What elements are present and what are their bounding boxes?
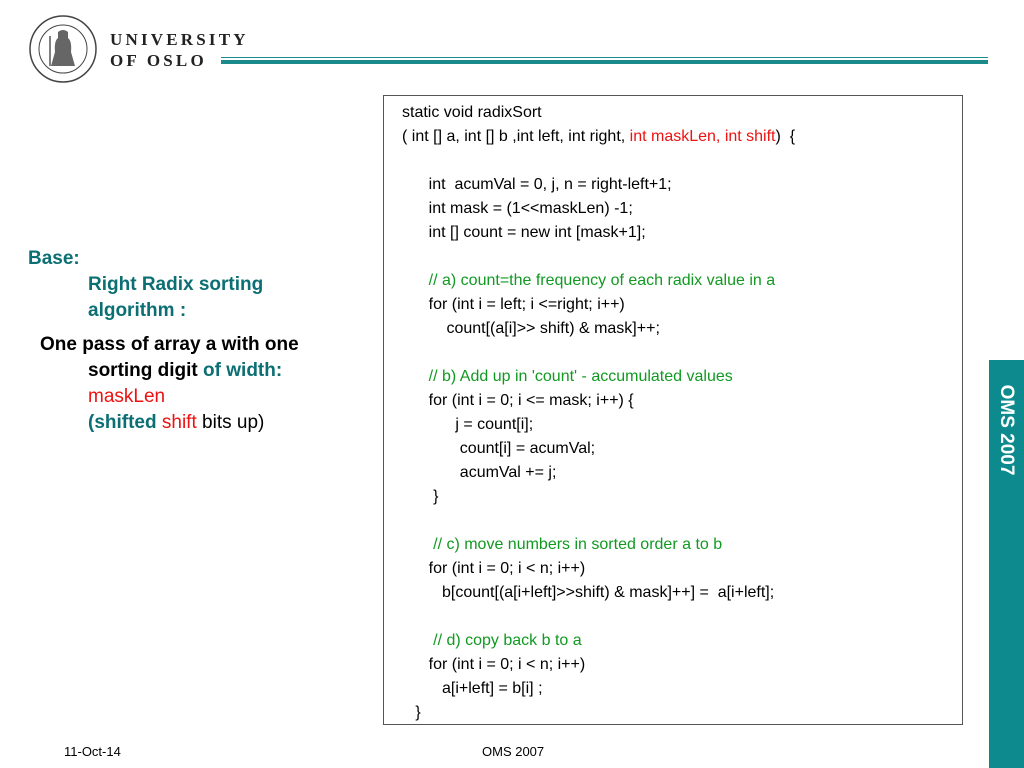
- algorithm-line1: Right Radix sorting: [88, 274, 264, 295]
- code-comment: // d) copy back b to a: [402, 632, 582, 649]
- sidebar-label: OMS 2007: [996, 384, 1017, 476]
- code-line: static void radixSort: [402, 104, 542, 121]
- header-rule-thick: [221, 60, 988, 64]
- code-block: [402, 101, 795, 725]
- shifted-line: [28, 410, 368, 436]
- header-rule-thin: [221, 57, 988, 58]
- code-line: a[i+left] = b[i] ;: [402, 680, 543, 697]
- shifted-text: (shifted: [88, 412, 157, 433]
- signature-params: ( int [] a, int [] b ,int left, int right,: [402, 128, 630, 145]
- of-width-text: of width:: [203, 360, 283, 381]
- pass-line1: One pass of array a with one: [40, 334, 299, 355]
- code-line: count[(a[i]>> shift) & mask]++;: [402, 320, 660, 337]
- blank-line: [402, 149, 795, 173]
- code-line: int [] count = new int [mask+1];: [402, 224, 646, 241]
- code-line: b[count[(a[i+left]>>shift) & mask]++] = a[i+left];: [402, 584, 775, 601]
- bits-up-text: bits up): [202, 412, 265, 433]
- code-comment: // c) move numbers in sorted order a to b: [402, 536, 723, 553]
- blank-line: [402, 341, 795, 365]
- blank-line: [402, 245, 795, 269]
- code-comment: // a) count=the frequency of each radix value in a: [402, 272, 776, 289]
- university-seal-icon: [28, 14, 98, 84]
- masklen-text: maskLen: [88, 386, 166, 407]
- code-line: acumVal += j;: [402, 464, 557, 481]
- code-line: for (int i = left; i <=right; i++): [402, 296, 625, 313]
- code-line: for (int i = 0; i < n; i++): [402, 656, 586, 673]
- code-comment: // b) Add up in 'count' - accumulated values: [402, 368, 733, 385]
- code-line-signature: [402, 125, 795, 149]
- pass-line2: [28, 358, 368, 384]
- blank-line: [402, 605, 795, 629]
- code-line: for (int i = 0; i <= mask; i++) {: [402, 392, 634, 409]
- code-line: int acumVal = 0, j, n = right-left+1;: [402, 176, 672, 193]
- base-label: Base:: [28, 248, 80, 269]
- signature-highlight: int maskLen, int shift: [629, 128, 776, 145]
- left-description: [28, 246, 368, 436]
- university-line2: OF OSLO: [110, 51, 207, 70]
- code-line: for (int i = 0; i < n; i++): [402, 560, 586, 577]
- code-line: }: [402, 488, 439, 505]
- footer-date: 11-Oct-14: [64, 744, 121, 759]
- code-line: j = count[i];: [402, 416, 534, 433]
- university-name: [110, 29, 249, 71]
- blank-line: [402, 509, 795, 533]
- code-line: count[i] = acumVal;: [402, 440, 596, 457]
- algorithm-line2: algorithm :: [88, 300, 187, 321]
- footer-title: OMS 2007: [482, 744, 545, 759]
- shift-text: shift: [161, 412, 197, 433]
- code-line: int mask = (1<<maskLen) -1;: [402, 200, 633, 217]
- sorting-digit-text: sorting digit: [88, 360, 198, 381]
- code-line: }: [402, 704, 421, 721]
- university-line1: UNIVERSITY: [110, 30, 249, 49]
- code-box: [383, 95, 963, 725]
- signature-end: ) {: [775, 128, 796, 145]
